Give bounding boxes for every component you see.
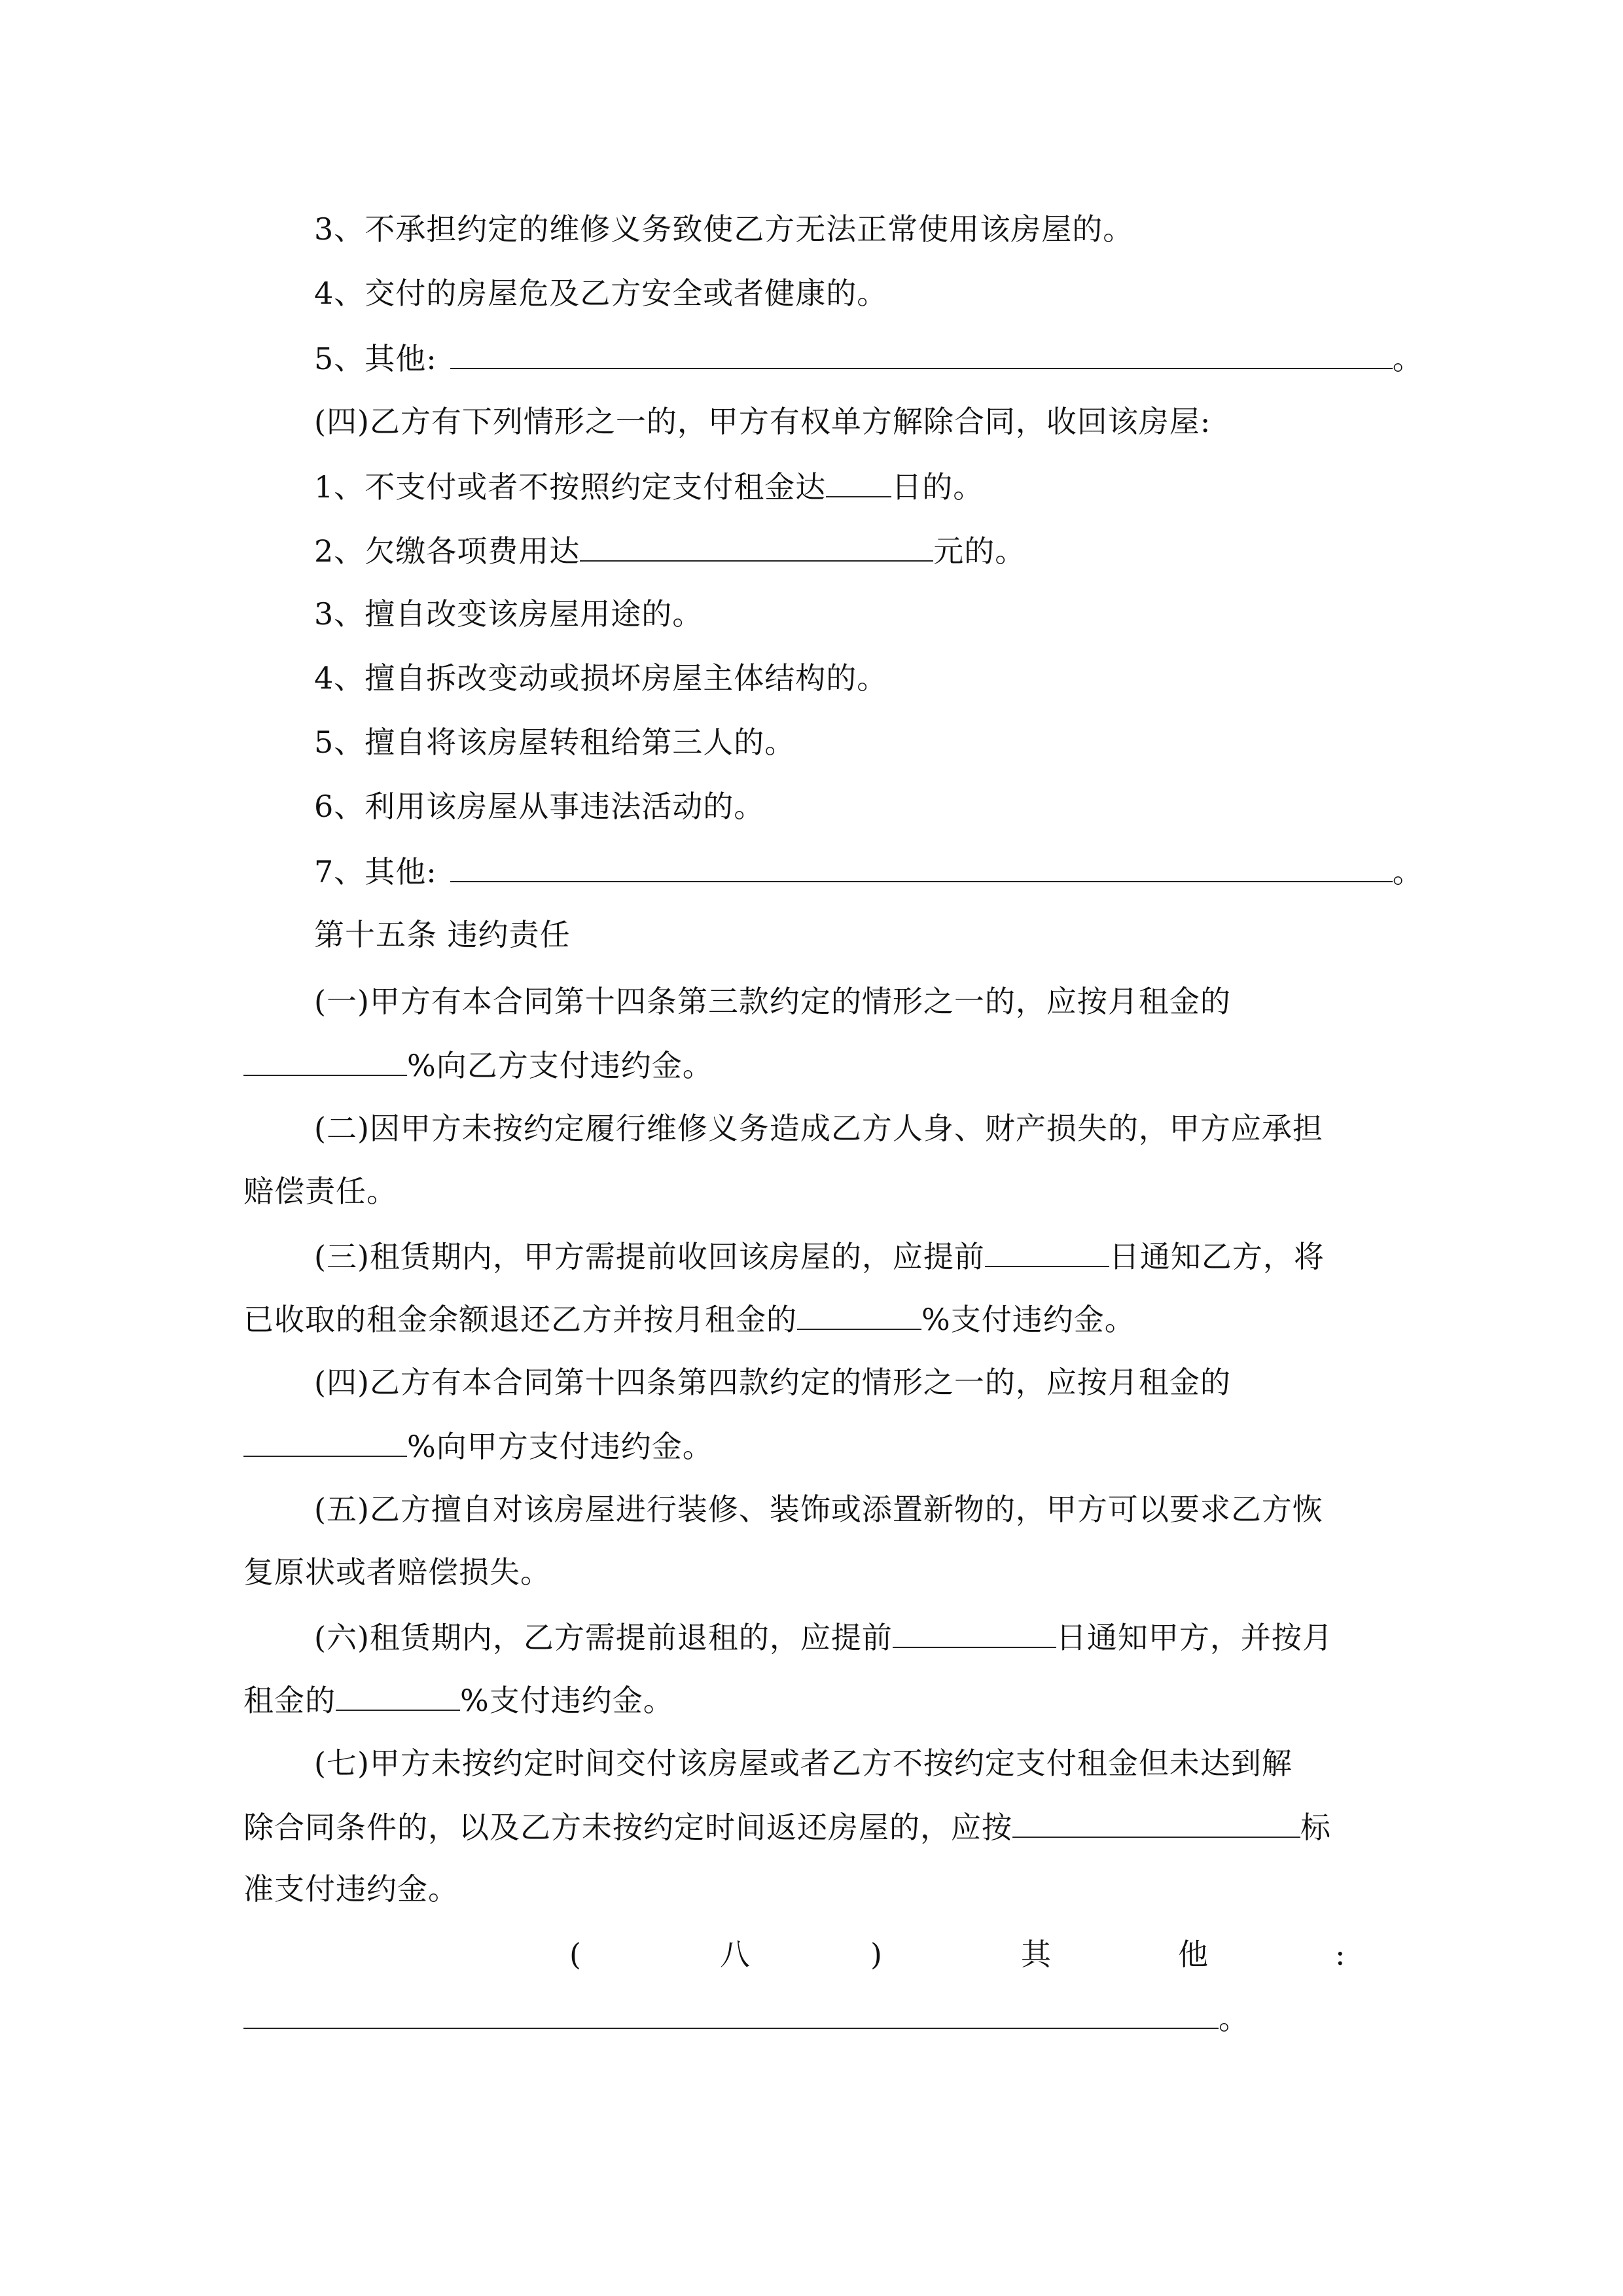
line-suffix: 。 [1392,854,1423,889]
heading-char: 其 [1021,1937,1051,1972]
fill-blank[interactable] [1012,1806,1300,1838]
line-suffix: 。 [1219,2001,1249,2036]
clause-line: 6、利用该房屋从事违法活动的。 [314,789,765,824]
line-suffix: 日的。 [891,469,984,505]
line-prefix: 5、其他: [314,341,437,376]
clause-line: 3、不承担约定的维修义务致使乙方无法正常使用该房屋的。 [314,211,1134,247]
line-suffix: %向乙方支付违约金。 [407,1048,713,1083]
clause-line: 4、擅自拆改变动或损坏房屋主体结构的。 [314,660,888,696]
line-prefix: 7、其他: [314,854,437,889]
paragraph-line [243,1299,1135,1339]
paragraph-line: (一)甲方有本合同第十四条第三款约定的情形之一的，应按月租金的 [314,984,1231,1019]
section-heading: (四)乙方有下列情形之一的，甲方有权单方解除合同，收回该房屋: [314,404,1211,439]
fill-blank[interactable] [580,530,933,562]
paragraph-line: (四)乙方有本合同第十四条第四款约定的情形之一的，应按月租金的 [314,1365,1231,1400]
fill-blank[interactable] [243,1045,407,1076]
fill-blank[interactable] [450,338,1393,369]
clause-line-other [314,338,1423,378]
paragraph-line: (二)因甲方未按约定履行维修义务造成乙方人身、财产损失的，甲方应承担 [314,1111,1323,1146]
line-prefix: (六)租赁期内，乙方需提前退租的，应提前 [314,1620,893,1655]
paren-open: ( [569,1937,581,1972]
paragraph-line [243,1998,1249,2038]
fill-blank[interactable] [985,1236,1109,1267]
line-suffix: 。 [1392,341,1423,376]
line-suffix: 日通知乙方，将 [1109,1239,1325,1274]
fill-blank[interactable] [797,1299,921,1330]
paragraph-line: 赔偿责任。 [243,1174,397,1209]
paragraph-line [314,1236,1325,1276]
paragraph-line: (五)乙方擅自对该房屋进行装修、装饰或添置新物的，甲方可以要求乙方恢 [314,1492,1323,1527]
line-suffix: 元的。 [933,533,1026,569]
line-suffix: 日通知甲方，并按月 [1056,1620,1333,1655]
clause-line [314,530,1026,571]
justified-heading-line [0,1935,1623,1974]
line-prefix: (三)租赁期内，甲方需提前收回该房屋的，应提前 [314,1239,985,1274]
line-suffix: %支付违约金。 [921,1302,1135,1337]
paragraph-line [314,1617,1333,1657]
fill-blank[interactable] [243,1426,407,1457]
clause-line: 3、擅自改变该房屋用途的。 [314,596,704,632]
paren-close: ) [870,1937,882,1972]
line-prefix: 2、欠缴各项费用达 [314,533,580,569]
line-prefix: 租金的 [243,1683,336,1718]
line-prefix: 已收取的租金余额退还乙方并按月租金的 [243,1302,797,1337]
fill-blank[interactable] [450,851,1393,882]
clause-line: 5、擅自将该房屋转租给第三人的。 [314,725,796,760]
paragraph-line [243,1045,713,1085]
fill-blank[interactable] [243,1998,1219,2029]
heading-char: 八 [720,1937,750,1972]
heading-char: 他 [1178,1937,1208,1972]
article-heading: 第十五条 违约责任 [314,917,571,952]
paragraph-line: (七)甲方未按约定时间交付该房屋或者乙方不按约定支付租金但未达到解 [314,1746,1293,1781]
colon: : [1335,1937,1346,1972]
clause-line: 4、交付的房屋危及乙方安全或者健康的。 [314,276,888,311]
paragraph-line: 复原状或者赔偿损失。 [243,1554,551,1590]
line-suffix: %向甲方支付违约金。 [407,1429,713,1464]
clause-line [314,466,984,507]
paragraph-line [243,1806,1331,1847]
line-suffix: 标 [1300,1810,1331,1845]
line-prefix: 1、不支付或者不按照约定支付租金达 [314,469,827,505]
fill-blank[interactable] [893,1617,1056,1648]
clause-line-other [314,851,1423,891]
line-suffix: %支付违约金。 [460,1683,674,1718]
paragraph-line: 准支付违约金。 [243,1871,459,1907]
paragraph-line [243,1679,674,1720]
line-prefix: 除合同条件的，以及乙方未按约定时间返还房屋的，应按 [243,1810,1012,1845]
paragraph-line [243,1426,713,1466]
fill-blank[interactable] [826,466,891,497]
fill-blank[interactable] [336,1679,460,1711]
